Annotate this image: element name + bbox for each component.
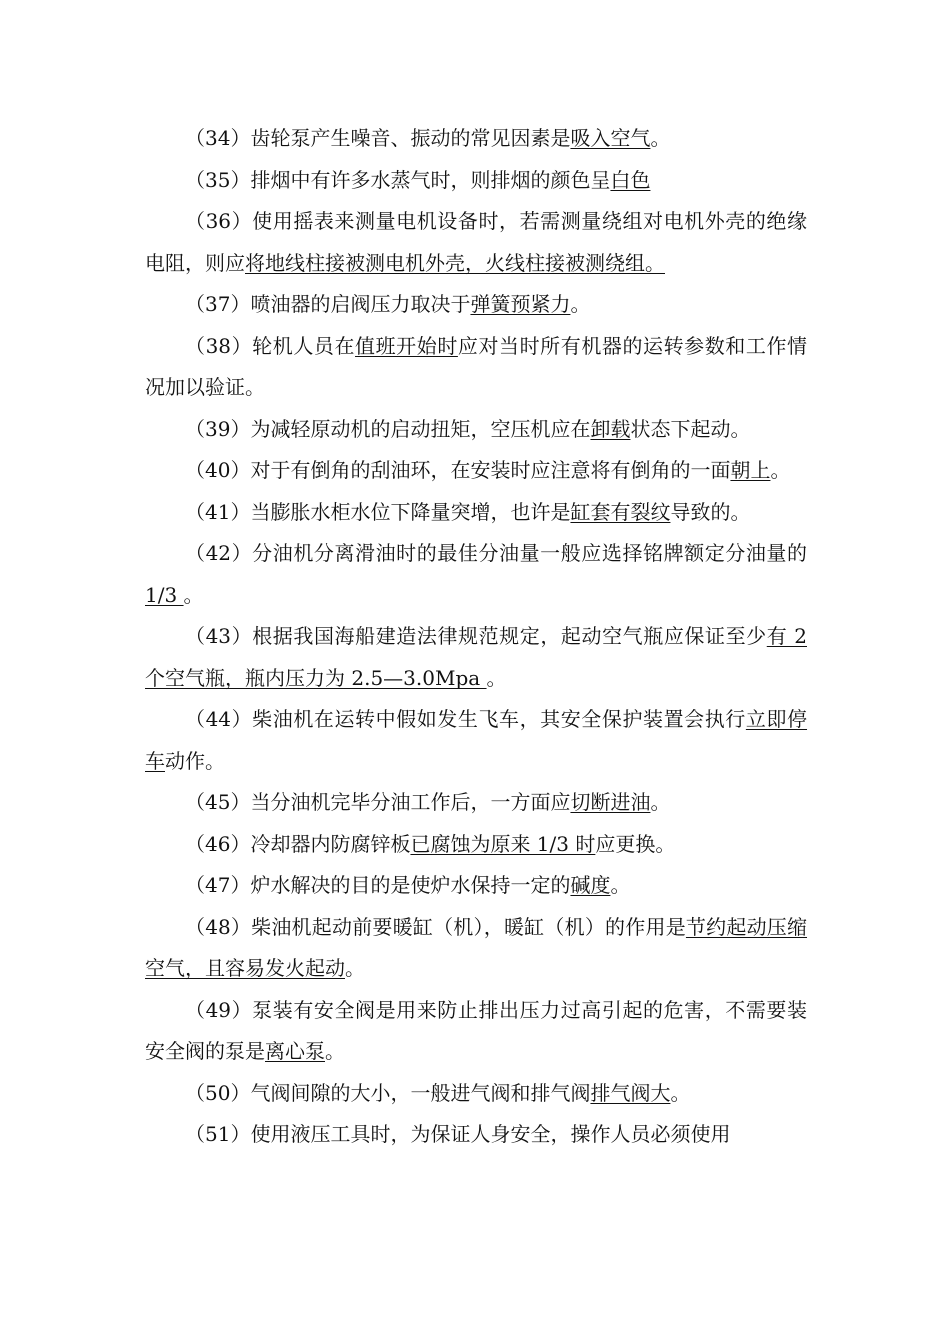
question-number: （47）	[185, 873, 251, 897]
question-38	[145, 326, 807, 409]
answer-underlined: 切断进油	[570, 790, 651, 814]
question-number: （39）	[185, 416, 251, 441]
question-text-tail: 应对当时所有机器的运转参数和工作情况加以验证。	[145, 333, 808, 399]
question-47	[145, 865, 807, 907]
answer-underlined: 吸入空气	[570, 126, 651, 150]
answer-underlined: 白色	[610, 167, 651, 192]
question-text: 当分油机完毕分油工作后，一方面应	[250, 790, 571, 814]
question-number: （35）	[185, 167, 251, 192]
question-text: 当膨胀水柜水位下降量突增，也许是	[250, 499, 571, 524]
question-number: （44）	[185, 707, 253, 731]
question-37	[145, 284, 807, 326]
question-51	[145, 1114, 807, 1156]
question-number: （37）	[185, 292, 251, 316]
question-40	[145, 450, 807, 492]
answer-underlined: 弹簧预紧力	[470, 292, 571, 316]
question-text: 泵装有安全阀是用来防止排出压力过高引起的危害，不需要装安全阀的泵是	[145, 997, 808, 1063]
question-36	[145, 201, 807, 284]
question-number: （34）	[185, 126, 251, 150]
question-number: （45）	[185, 790, 251, 814]
question-number: （48）	[185, 914, 252, 939]
question-text: 冷却器内防腐锌板	[250, 831, 411, 856]
question-text-tail: 导致的。	[670, 499, 751, 524]
question-48	[145, 907, 807, 990]
question-45	[145, 782, 807, 824]
question-text: 为减轻原动机的启动扭矩，空压机应在	[250, 416, 591, 441]
answer-underlined: 节约起动压缩空气，且容易发火起动	[145, 914, 808, 980]
question-number: （41）	[185, 499, 251, 524]
question-text: 炉水解决的目的是使炉水保持一定的	[250, 873, 571, 897]
question-text-tail: 应更换。	[595, 831, 676, 856]
question-50	[145, 1073, 807, 1115]
question-text: 对于有倒角的刮油环，在安装时应注意将有倒角的一面	[250, 458, 731, 482]
question-text: 排烟中有许多水蒸气时，则排烟的颜色呈	[250, 167, 611, 192]
question-text: 气阀间隙的大小，一般进气阀和排气阀	[250, 1080, 591, 1105]
question-text-tail: 。	[670, 1080, 691, 1105]
question-text-tail: 。	[325, 1039, 345, 1063]
question-number: （40）	[185, 458, 251, 482]
answer-underlined: 立即停车	[145, 707, 808, 773]
answer-underlined: 离心泵	[265, 1039, 325, 1063]
question-number: （36）	[185, 209, 253, 233]
question-text: 轮机人员在	[252, 333, 356, 358]
answer-underlined: 值班开始时	[355, 333, 458, 358]
question-text: 柴油机在运转中假如发生飞车，其安全保护装置会执行	[252, 707, 746, 731]
answer-underlined: 1/3	[145, 582, 184, 607]
question-text: 根据我国海船建造法律规范规定，起动空气瓶应保证至少	[252, 624, 767, 648]
question-text-tail: 。	[345, 956, 365, 980]
question-text-tail: 。	[770, 458, 791, 482]
question-number: （49）	[185, 997, 253, 1022]
document-page	[145, 118, 807, 1156]
question-49	[145, 990, 807, 1073]
question-46	[145, 824, 807, 866]
question-text: 分油机分离滑油时的最佳分油量一般应选择铭牌额定分油量的	[252, 541, 808, 565]
answer-underlined: 碱度	[570, 873, 611, 897]
question-number: （42）	[185, 541, 253, 565]
question-number: （43）	[185, 624, 253, 648]
question-text: 齿轮泵产生噪音、振动的常见因素是	[250, 126, 571, 150]
question-number: （46）	[185, 831, 251, 856]
question-text-tail: 动作。	[165, 748, 225, 773]
question-44	[145, 699, 807, 782]
question-text-tail: 。	[650, 790, 671, 814]
question-text-tail: 。	[610, 873, 631, 897]
question-43	[145, 616, 807, 699]
question-text-tail: 状态下起动。	[630, 416, 751, 441]
question-text: 柴油机起动前要暖缸（机），暖缸（机）的作用是	[251, 914, 686, 939]
answer-underlined: 将地线柱接被测电机外壳，火线柱接被测绕组。	[245, 250, 665, 275]
question-34	[145, 118, 807, 160]
question-text-tail: 。	[570, 292, 591, 316]
question-text: 喷油器的启阀压力取决于	[250, 292, 471, 316]
question-number: （38）	[185, 333, 253, 358]
question-text-tail: 。	[183, 582, 204, 607]
question-number: （50）	[185, 1080, 251, 1105]
answer-underlined: 缸套有裂纹	[570, 499, 671, 524]
question-42	[145, 533, 807, 616]
question-39	[145, 409, 807, 451]
question-35	[145, 160, 807, 202]
answer-underlined: 有 2 个空气瓶，瓶内压力为 2.5—3.0Mpa	[145, 624, 807, 690]
question-41	[145, 492, 807, 534]
question-text-tail: 。	[486, 665, 507, 690]
question-number: （51）	[185, 1122, 251, 1146]
answer-underlined: 已腐蚀为原来 1/3 时	[410, 831, 596, 856]
question-text-tail: 。	[650, 126, 671, 150]
answer-underlined: 卸载	[590, 416, 631, 441]
question-text: 使用摇表来测量电机设备时，若需测量绕组对电机外壳的绝缘电阻，则应	[145, 209, 808, 275]
answer-underlined: 排气阀大	[590, 1080, 671, 1105]
answer-underlined: 朝上	[730, 458, 771, 482]
question-text: 使用液压工具时，为保证人身安全，操作人员必须使用	[250, 1122, 731, 1146]
